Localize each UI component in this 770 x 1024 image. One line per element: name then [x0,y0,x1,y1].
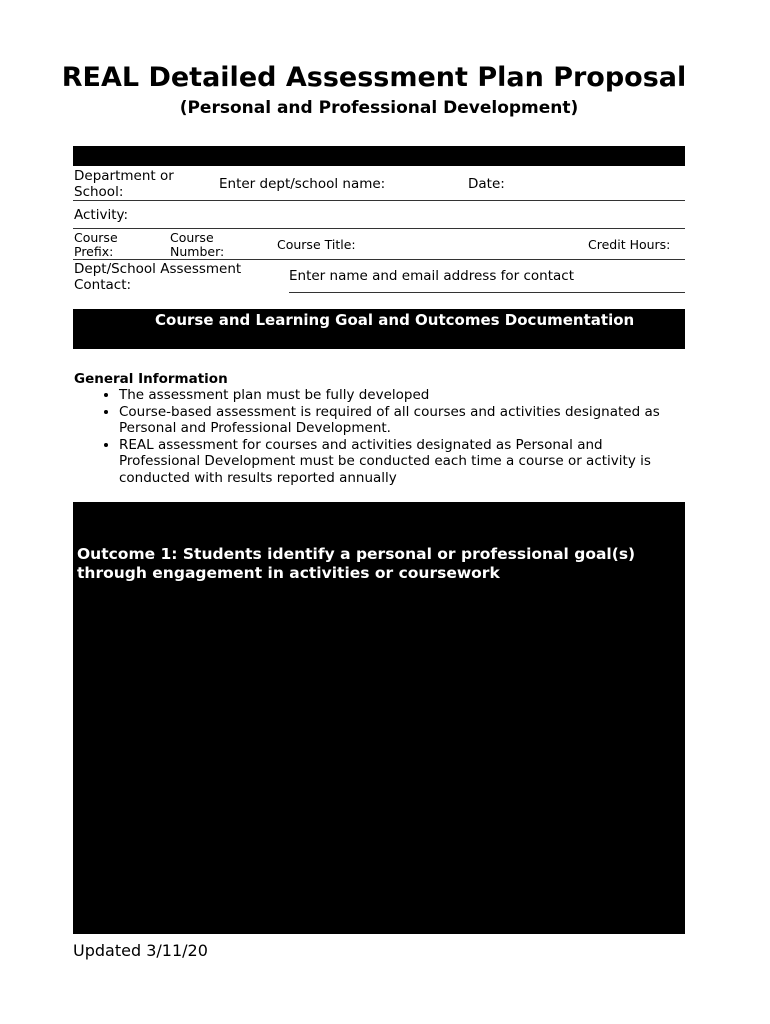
course-prefix-label-line1: Course [74,230,118,245]
general-info-list [74,387,684,486]
contact-underline [289,292,685,293]
outcome-1-text [77,545,677,583]
list-item: • REAL assessment for courses and activities designated as Personal and Professional Development must be conducted each time a course or activity is conducted with results reported annually [119,437,684,487]
dept-label-line1: Department or [74,168,174,184]
contact-label-line2: Contact: [74,277,132,293]
header-bar [73,146,685,166]
dept-school-input[interactable]: Enter dept/school name: [219,176,386,192]
updated-date: Updated 3/11/20 [73,941,208,960]
dept-label-line2: School: [74,184,124,200]
date-field[interactable]: Date: [468,176,505,192]
divider [73,259,685,260]
contact-label [74,261,241,293]
outcome-1-line2: through engagement in activities or coursework [77,564,500,582]
dept-label [74,168,174,200]
general-info-title: General Information [74,371,228,387]
outcome-box [73,502,685,934]
list-item: • Course-based assessment is required of all courses and activities designated as Personal and Professional Development. [119,404,684,437]
outcome-1-line1: Outcome 1: Students identify a personal or professional goal(s) [77,545,636,563]
page-title: REAL Detailed Assessment Plan Proposal [61,62,687,93]
contact-label-line1: Dept/School Assessment [74,261,242,277]
divider [73,228,685,229]
divider [73,200,685,201]
page-subtitle: (Personal and Professional Development) [179,98,579,118]
section-header-text: Course and Learning Goal and Outcomes Documentation [155,311,635,329]
course-prefix-label-line2: Prefix: [74,244,114,259]
course-number-label-line1: Course [170,230,214,245]
section-header [73,309,685,349]
list-item: • The assessment plan must be fully developed [119,387,684,404]
course-title-field[interactable]: Course Title: [277,237,356,252]
course-prefix-field[interactable] [74,231,118,259]
credit-hours-field[interactable]: Credit Hours: [588,237,671,252]
course-number-label-line2: Number: [170,244,225,259]
course-number-field[interactable] [170,231,224,259]
activity-field[interactable]: Activity: [74,207,129,223]
contact-input[interactable]: Enter name and email address for contact [289,268,575,284]
